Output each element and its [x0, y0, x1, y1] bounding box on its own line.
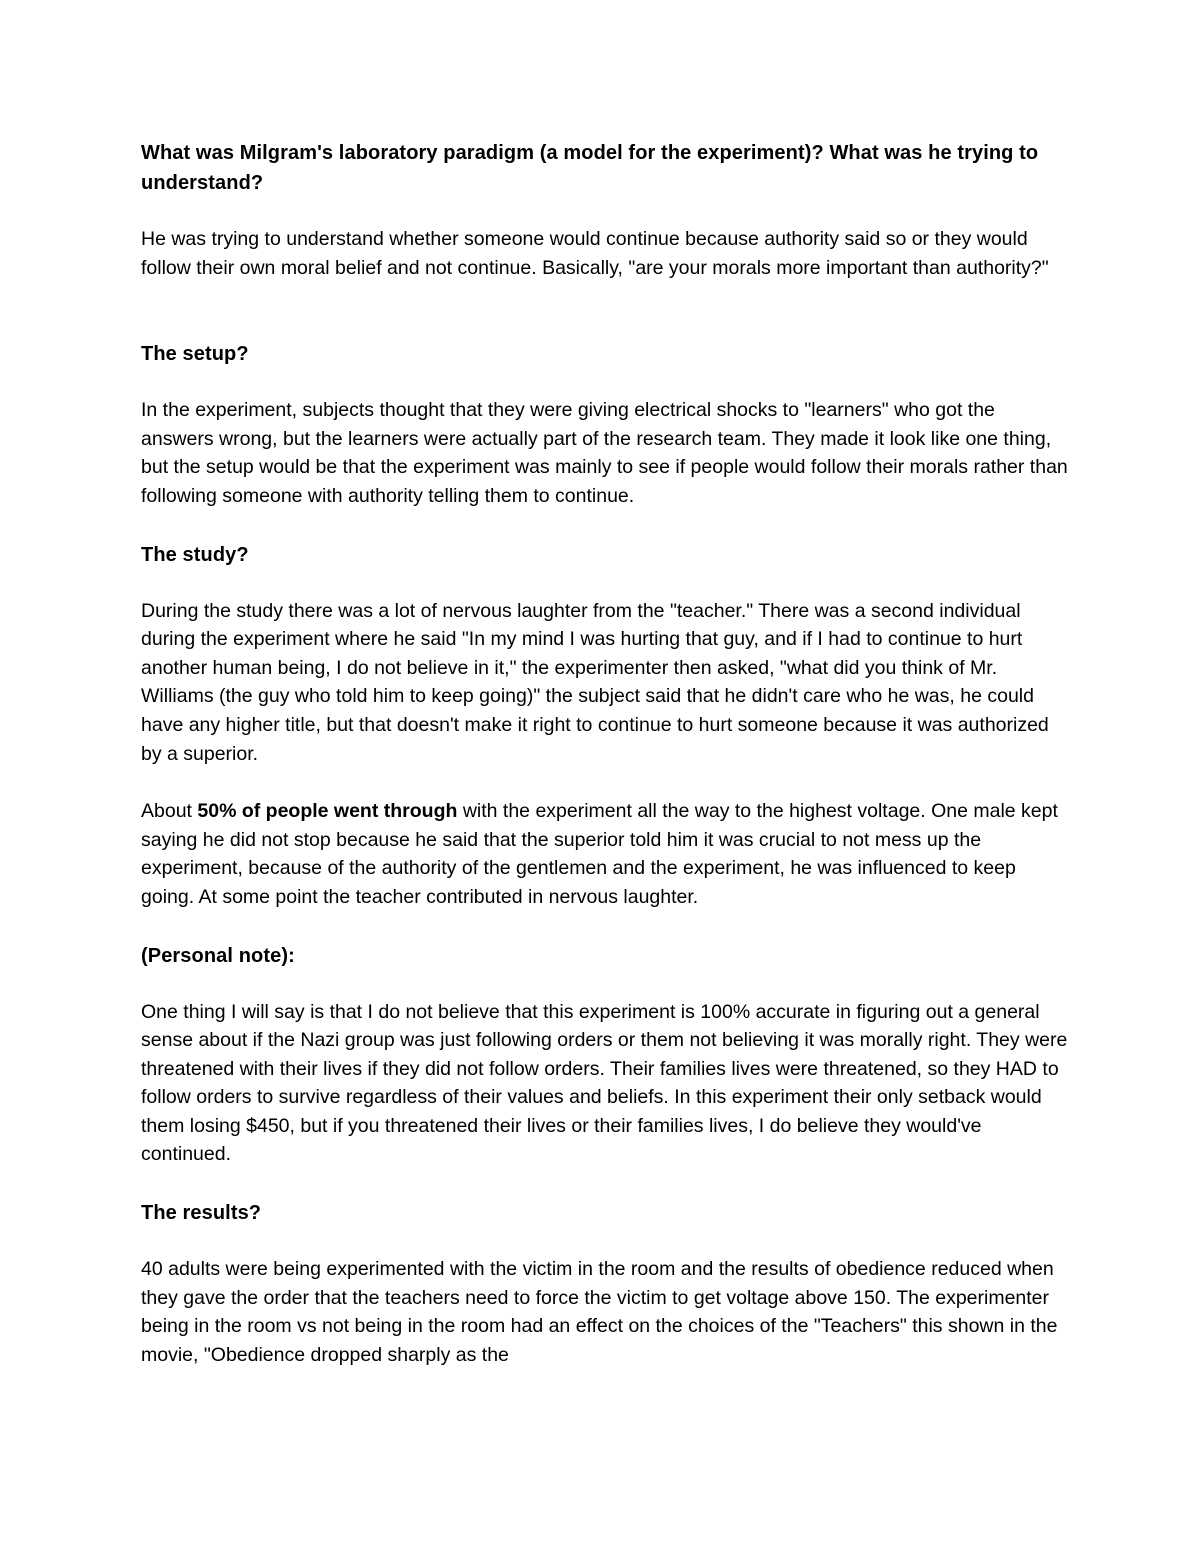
statistic-highlight: 50% of people went through	[197, 800, 458, 823]
statistic-trailing-text: with the experiment all the way to the highest voltage. One male kept saying he did not stop because he said that the superior told him it was crucial to not mess up the experiment, because of the authority of the gentlemen and the experiment, he was influenced to keep going. At some point the teacher contributed in nervous laughter.	[141, 800, 1058, 908]
study-heading: The study?	[141, 543, 249, 566]
statistic-lead-text: About	[141, 800, 198, 823]
setup-heading: The setup?	[141, 343, 249, 366]
document-page	[141, 138, 1071, 1369]
personal-note-heading: (Personal note):	[141, 944, 295, 967]
study-paragraph: During the study there was a lot of nervous laughter from the "teacher." There was a second individual during the experiment where he said "In my mind I was hurting that guy, and if I had to continue to hurt another human being, I do not believe in it," the experimenter then asked, "what did you think of Mr. Williams (the guy who told him to keep going)" the subject said that he didn't care who he was, he could have any higher title, but that doesn't make it right to continue to hurt someone because it was authorized by a superior.	[141, 599, 1049, 765]
setup-paragraph: In the experiment, subjects thought that they were giving electrical shocks to "learners" who got the answers wrong, but the learners were actually part of the research team. They made it look like one thing, but the setup would be that the experiment was mainly to see if people would follow their morals rather than following someone with authority telling them to continue.	[141, 399, 1068, 507]
question-heading: What was Milgram's laboratory paradigm (a model for the experiment)? What was he trying to understand?	[141, 142, 1039, 194]
results-paragraph: 40 adults were being experimented with the victim in the room and the results of obedience reduced when they gave the order that the teachers need to force the victim to get voltage above 150. The experimenter being in the room vs not being in the room had an effect on the choices of the "Teachers" this shown in the movie, "Obedience dropped sharply as the	[141, 1258, 1058, 1366]
personal-note-paragraph: One thing I will say is that I do not believe that this experiment is 100% accurate in figuring out a general sense about if the Nazi group was just following orders or them not believing it was morally right. They were threatened with their lives if they did not follow orders. Their families lives were threatened, so they HAD to follow orders to survive regardless of their values and beliefs. In this experiment their only setback would them losing $450, but if you threatened their lives or their families lives, I do believe they would've continued.	[141, 1000, 1068, 1166]
question-answer: He was trying to understand whether someone would continue because authority said so or they would follow their own moral belief and not continue. Basically, "are your morals more important than authority?"	[141, 228, 1049, 279]
results-heading: The results?	[141, 1202, 262, 1225]
study-statistic-paragraph	[141, 797, 1071, 911]
